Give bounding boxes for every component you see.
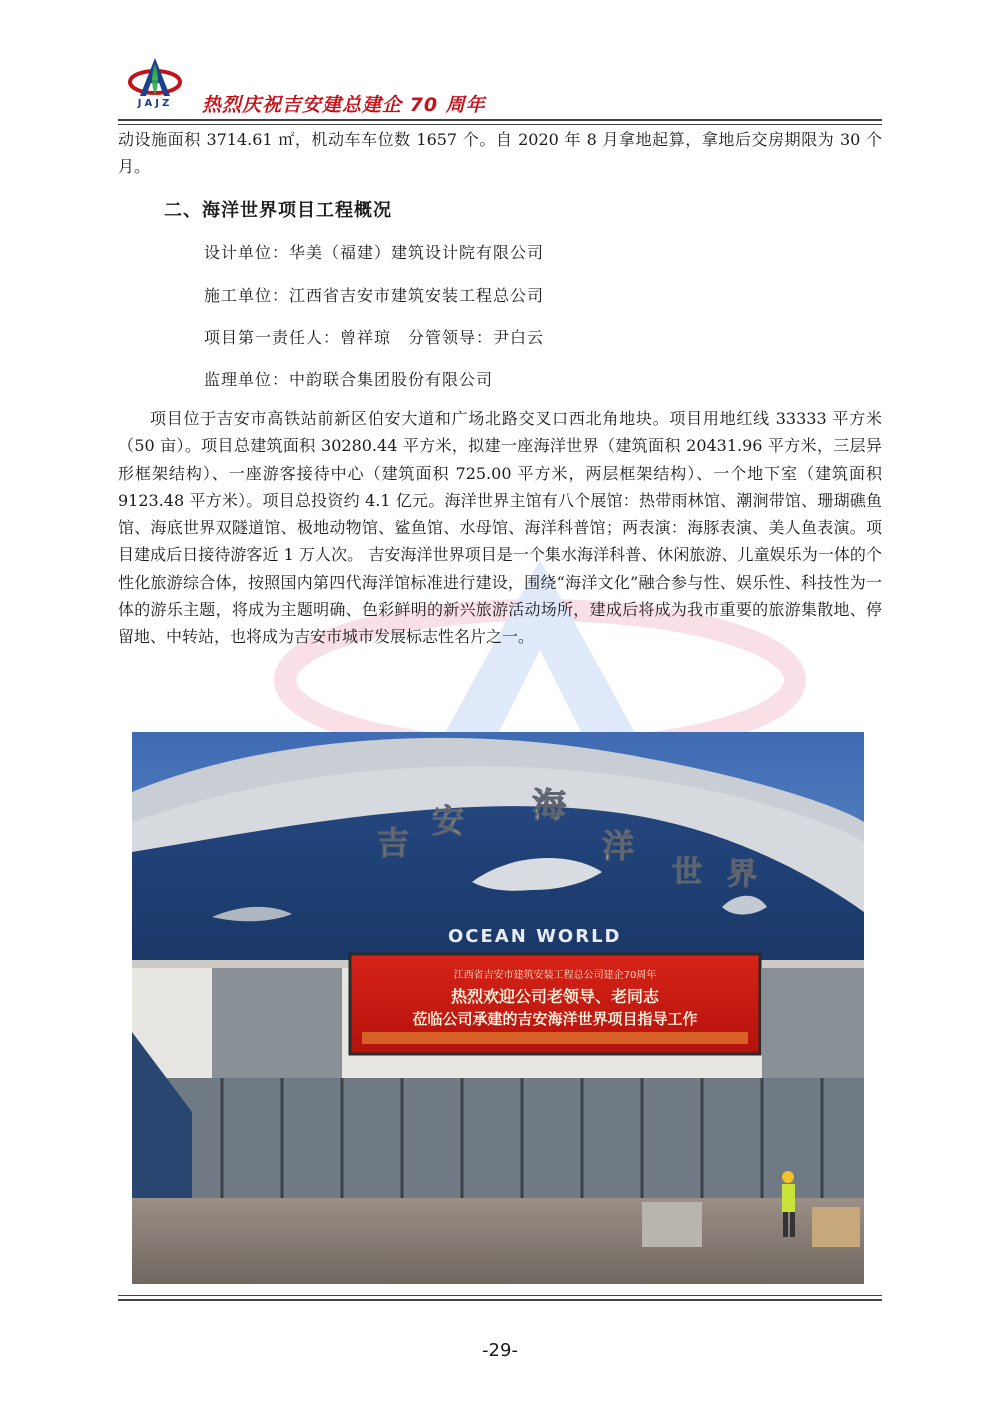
- header-title: 热烈庆祝吉安建总建企 70 周年: [202, 94, 486, 116]
- continuation-paragraph: 动设施面积 3714.61 ㎡，机动车车位数 1657 个。自 2020 年 8 月拿地起算，拿地后交房期限为 30 个月。: [118, 130, 882, 177]
- sign-english: OCEAN WORLD: [448, 926, 622, 947]
- info-construction-unit: 施工单位：江西省吉安市建筑安装工程总公司: [204, 286, 545, 305]
- sign-char-6: 界: [727, 857, 757, 892]
- sign-char-2: 安: [432, 802, 465, 840]
- ocean-world-photo: [132, 732, 864, 1284]
- section-heading: 二、海洋世界项目工程概况: [164, 200, 392, 221]
- screen-line-1: 江西省吉安市建筑安装工程总公司建企70周年: [453, 970, 657, 981]
- footer-divider: [118, 1295, 882, 1301]
- info-responsible-person: 项目第一责任人：曾祥琼 分管领导：尹白云: [204, 328, 545, 347]
- project-description-paragraph: 项目位于吉安市高铁站前新区伯安大道和广场北路交叉口西北角地块。项目用地红线 33333 平方米（50 亩）。项目总建筑面积 30280.44 平方米，拟建一座海洋世界（建筑面积 20431.96 平方米，三层异形框架结构）、一座游客接待中心（建筑面积 725.00 平方米，两层框架结构）、一个地下室（建筑面积 9123.48 平方米）。项目总投资约 4.1 亿元。海洋世界主馆有八个展馆：热带雨林馆、潮涧带馆、珊瑚礁鱼馆、海底世界双隧道馆、极地动物馆、鲨鱼馆、水母馆、海洋科普馆；两表演：海豚表演、美人鱼表演。项目建成后日接待游客近 1 万人次。 吉安海洋世界项目是一个集水海洋科普、休闲旅游、儿童娱乐为一体的个性化旅游综合体，按照国内第四代海洋馆标准进行建设，围绕“海洋文化”融合参与性、娱乐性、科技性为一体的游乐主题，将成为主题明确、色彩鲜明的新兴旅游活动场所，建成后将成为我市重要的旅游集散地、停留地、中转站，也将成为吉安市城市发展标志性名片之一。: [118, 409, 882, 647]
- sign-char-1: 吉: [377, 824, 410, 862]
- sign-char-3: 海: [532, 786, 566, 826]
- header-divider: [118, 119, 882, 125]
- info-design-unit: 设计单位：华美（福建）建筑设计院有限公司: [204, 243, 545, 262]
- page-number: -29-: [482, 1340, 518, 1361]
- screen-line-3: 莅临公司承建的吉安海洋世界项目指导工作: [412, 1010, 698, 1028]
- logo-text: JAJZ: [137, 98, 173, 109]
- screen-line-2: 热烈欢迎公司老领导、老同志: [450, 987, 660, 1006]
- sign-char-4: 洋: [602, 827, 635, 865]
- sign-char-5: 世: [672, 855, 702, 890]
- info-supervision-unit: 监理单位：中韵联合集团股份有限公司: [204, 370, 494, 389]
